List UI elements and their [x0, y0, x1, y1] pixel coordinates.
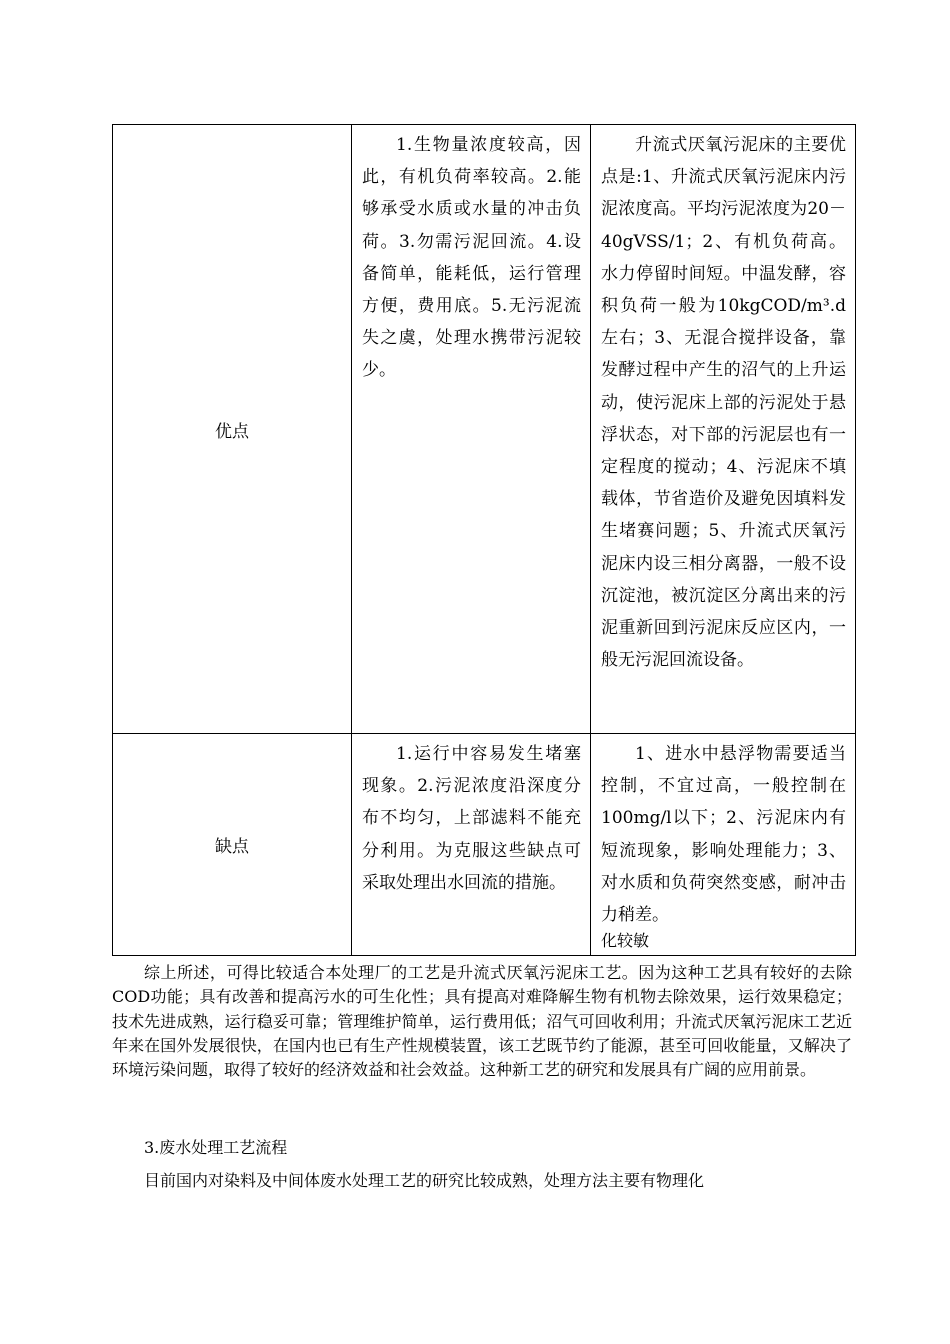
- cell-text: 1.运行中容易发生堵塞现象。2.污泥浓度沿深度分布不均匀，上部滤料不能充分利用。为克服这些缺点可采取处理出水回流的措施。: [362, 744, 581, 893]
- comparison-table: [112, 124, 856, 956]
- table-cell: [591, 734, 856, 956]
- summary-paragraph: 综上所述，可得比较适合本处理厂的工艺是升流式厌氧污泥床工艺。因为这种工艺具有较好的去除COD功能；具有改善和提高污水的可生化性；具有提高对难降解生物有机物去除效果，运行效果稳定；技术先进成熟，运行稳妥可靠；管理维护简单，运行费用低；沼气可回收利用；升流式厌氧污泥床工艺近年来在国外发展很快，在国内也已有生产性规模装置，该工艺既节约了能源，甚至可回收能量，又解决了环境污染问题，取得了较好的经济效益和社会效益。这种新工艺的研究和发展具有广阔的应用前景。: [112, 963, 852, 1080]
- cell-text: 1、进水中悬浮物需要适当控制，不宜过高，一般控制在100mg/l以下；2、污泥床内有短流现象，影响处理能力；3、对水质和负荷突然变感，耐冲击力稍差。: [601, 744, 846, 926]
- row-label-advantages: 优点: [113, 125, 352, 734]
- cell-text: 升流式厌氧污泥床的主要优点是:1、升流式厌氧污泥床内污泥浓度高。平均污泥浓度为20－40gVSS/1；2、有机负荷高。水力停留时间短。中温发酵，容积负荷一般为10kgCOD/m³.d左右；3、无混合搅拌设备，靠发酵过程中产生的沼气的上升运动，使污泥床上部的污泥处于悬浮状态，对下部的污泥层也有一定程度的搅动；4、污泥床不填载体，节省造价及避免因填料发生堵赛问题；5、升流式厌氧污泥床内设三相分离器，一般不设沉淀池，被沉淀区分离出来的污泥重新回到污泥床反应区内，一般无污泥回流设备。: [601, 135, 846, 671]
- body-paragraph: 目前国内对染料及中间体废水处理工艺的研究比较成熟，处理方法主要有物理化: [144, 1171, 705, 1190]
- section-heading: 3.废水处理工艺流程: [144, 1138, 288, 1157]
- table-cell: [591, 125, 856, 734]
- table-cell: [352, 734, 591, 956]
- cell-text: 1.生物量浓度较高，因此，有机负荷率较高。2.能够承受水质或水量的冲击负荷。3.勿需污泥回流。4.设备简单，能耗低，运行管理方便，费用底。5.无污泥流失之虞，处理水携带污泥较少。: [362, 135, 581, 381]
- row-label-disadvantages: 缺点: [113, 734, 352, 956]
- table-cell: [352, 125, 591, 734]
- cell-text-tail: 化较敏: [601, 931, 650, 951]
- table-row: [113, 734, 856, 956]
- table-row: [113, 125, 856, 734]
